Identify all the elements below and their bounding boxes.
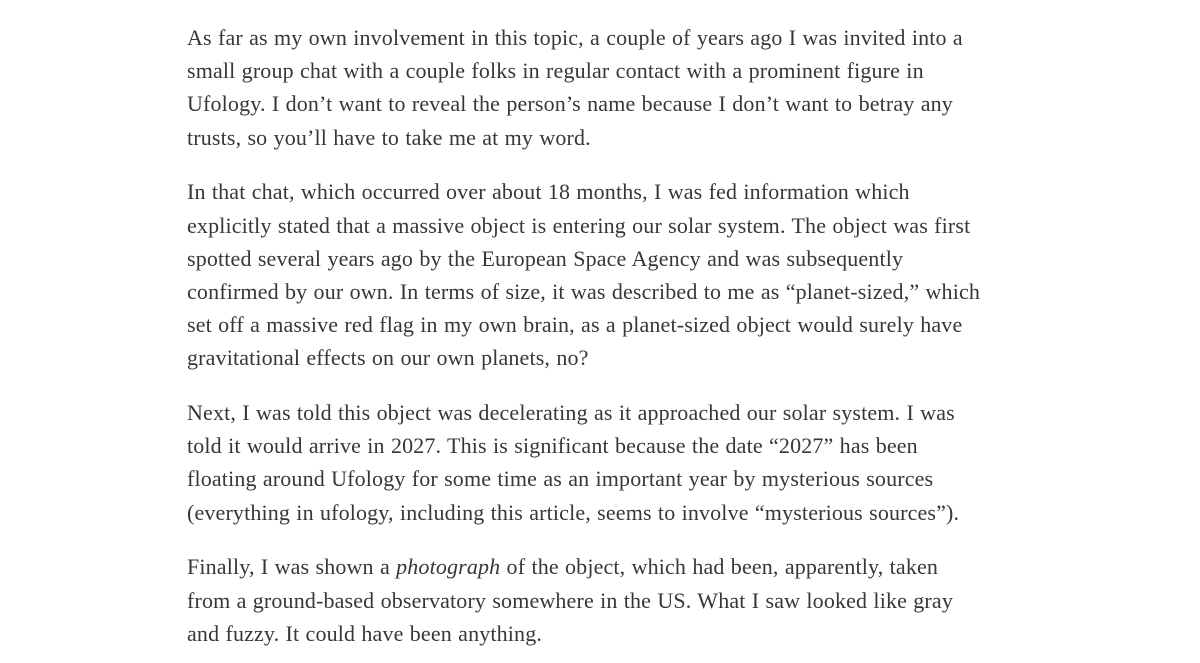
paragraph-photograph-rest: of the object, which had been, apparently, taken from a ground-based observatory somewhere in the US. What I saw looked like gray and fuzzy. It could have been anything. <box>187 554 953 646</box>
paragraph-deceleration: Next, I was told this object was decelerating as it approached our solar system. I was told it would arrive in 2027. This is significant because the date “2027” has been floating around Ufology for some time as an important year by mysterious sources (everything in ufology, including this article, seems to involve “mysterious sources”). <box>187 400 960 525</box>
paragraph-involvement: As far as my own involvement in this topic, a couple of years ago I was invited into a small group chat with a couple folks in regular contact with a prominent figure in Ufology. I don’t want to reveal the person’s name because I don’t want to betray any trusts, so you’ll have to take me at my word. <box>187 25 963 150</box>
photograph-emphasis: photograph <box>396 554 501 580</box>
paragraph-photograph <box>187 550 987 650</box>
article-body <box>187 21 987 650</box>
paragraph-group-chat: In that chat, which occurred over about 18 months, I was fed information which explicitly stated that a massive object is entering our solar system. The object was first spotted several years ago by the European Space Agency and was subsequently confirmed by our own. In terms of size, it was described to me as “planet-sized,” which set off a massive red flag in my own brain, as a planet-sized object would surely have gravitational effects on our own planets, no? <box>187 179 981 371</box>
paragraph-photograph-lead: Finally, I was shown a <box>187 554 397 580</box>
